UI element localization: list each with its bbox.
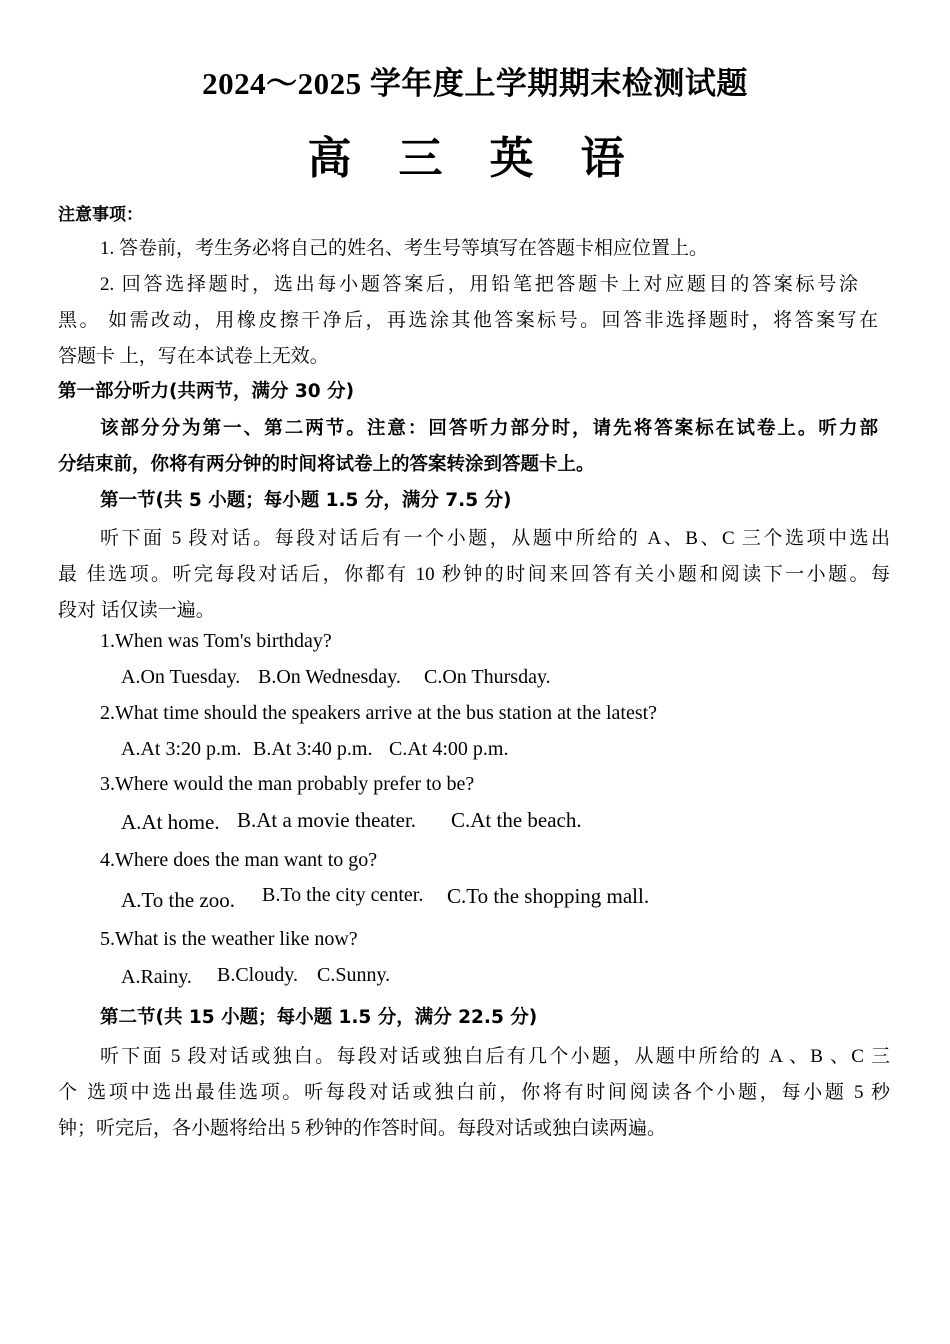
section1-instruction-line-3: 段对 话仅读一遍。: [58, 600, 215, 621]
notice-item-2-line-1: 2. 回答选择题时，选出每小题答案后，用铅笔把答题卡上对应题目的答案标号涂: [100, 274, 858, 295]
section1-heading: 第一节(共 5 小题；每小题 1.5 分，满分 7.5 分): [100, 490, 512, 511]
question-1-option-b: B.On Wednesday.: [258, 666, 401, 688]
notice-item-2-line-2: 黑。 如需改动，用橡皮擦干净后，再选涂其他答案标号。回答非选择题时，将答案写在: [58, 310, 878, 331]
question-1-option-a: A.On Tuesday.: [121, 666, 241, 688]
question-2-option-a: A.At 3:20 p.m.: [121, 738, 242, 760]
question-2-option-b: B.At 3:40 p.m.: [253, 738, 373, 760]
notice-item-1: 1. 答卷前，考生务必将自己的姓名、考生号等填写在答题卡相应位置上。: [100, 238, 709, 259]
section1-instruction-line-2: 最 佳选项。听完每段对话后，你都有 10 秒钟的时间来回答有关小题和阅读下一小题。每: [58, 564, 890, 585]
section2-instruction-line-3: 钟；听完后，各小题将给出 5 秒钟的作答时间。每段对话或独白读两遍。: [58, 1118, 667, 1139]
question-4-option-a: A.To the zoo.: [121, 888, 236, 912]
question-2-stem: 2.What time should the speakers arrive at the bus station at the latest?: [100, 702, 658, 724]
question-3-option-c: C.At the beach.: [451, 808, 582, 832]
section2-instruction-line-2: 个 选项中选出最佳选项。听每段对话或独白前，你将有时间阅读各个小题，每小题 5 秒: [58, 1082, 890, 1103]
section2-heading: 第二节(共 15 小题；每小题 1.5 分，满分 22.5 分): [100, 1007, 538, 1028]
question-5-stem: 5.What is the weather like now?: [100, 928, 358, 950]
question-4-option-c: C.To the shopping mall.: [447, 884, 650, 908]
question-4-option-b: B.To the city center.: [262, 884, 424, 906]
section2-instruction-line-1: 听下面 5 段对话或独白。每段对话或独白后有几个小题，从题中所给的 A 、B 、C 三: [100, 1046, 890, 1067]
question-3-option-b: B.At a movie theater.: [237, 808, 417, 832]
part1-intro-line-1: 该部分分为第一、第二两节。注意：回答听力部分时，请先将答案标在试卷上。听力部: [100, 418, 878, 439]
question-5-option-c: C.Sunny.: [317, 964, 391, 986]
question-2-option-c: C.At 4:00 p.m.: [389, 738, 509, 760]
question-1-stem: 1.When was Tom's birthday?: [100, 630, 332, 652]
question-3-stem: 3.Where would the man probably prefer to be?: [100, 773, 475, 795]
part1-heading: 第一部分听力(共两节，满分 30 分): [58, 381, 355, 402]
part1-intro-line-2: 分结束前，你将有两分钟的时间将试卷上的答案转涂到答题卡上。: [58, 454, 595, 475]
question-5-option-a: A.Rainy.: [121, 966, 192, 988]
section1-instruction-line-1: 听下面 5 段对话。每段对话后有一个小题，从题中所给的 A、B、C 三个选项中选出: [100, 528, 890, 549]
subject-title: 高 三 英 语: [307, 134, 643, 183]
exam-title: 2024～2025 学年度上学期期末检测试题: [202, 66, 748, 101]
question-1-option-c: C.On Thursday.: [424, 666, 551, 688]
question-4-stem: 4.Where does the man want to go?: [100, 849, 378, 871]
notice-heading: 注意事项：: [58, 205, 143, 225]
question-3-option-a: A.At home.: [121, 810, 220, 834]
notice-item-2-line-3: 答题卡 上，写在本试卷上无效。: [58, 346, 329, 367]
question-5-option-b: B.Cloudy.: [217, 964, 298, 986]
